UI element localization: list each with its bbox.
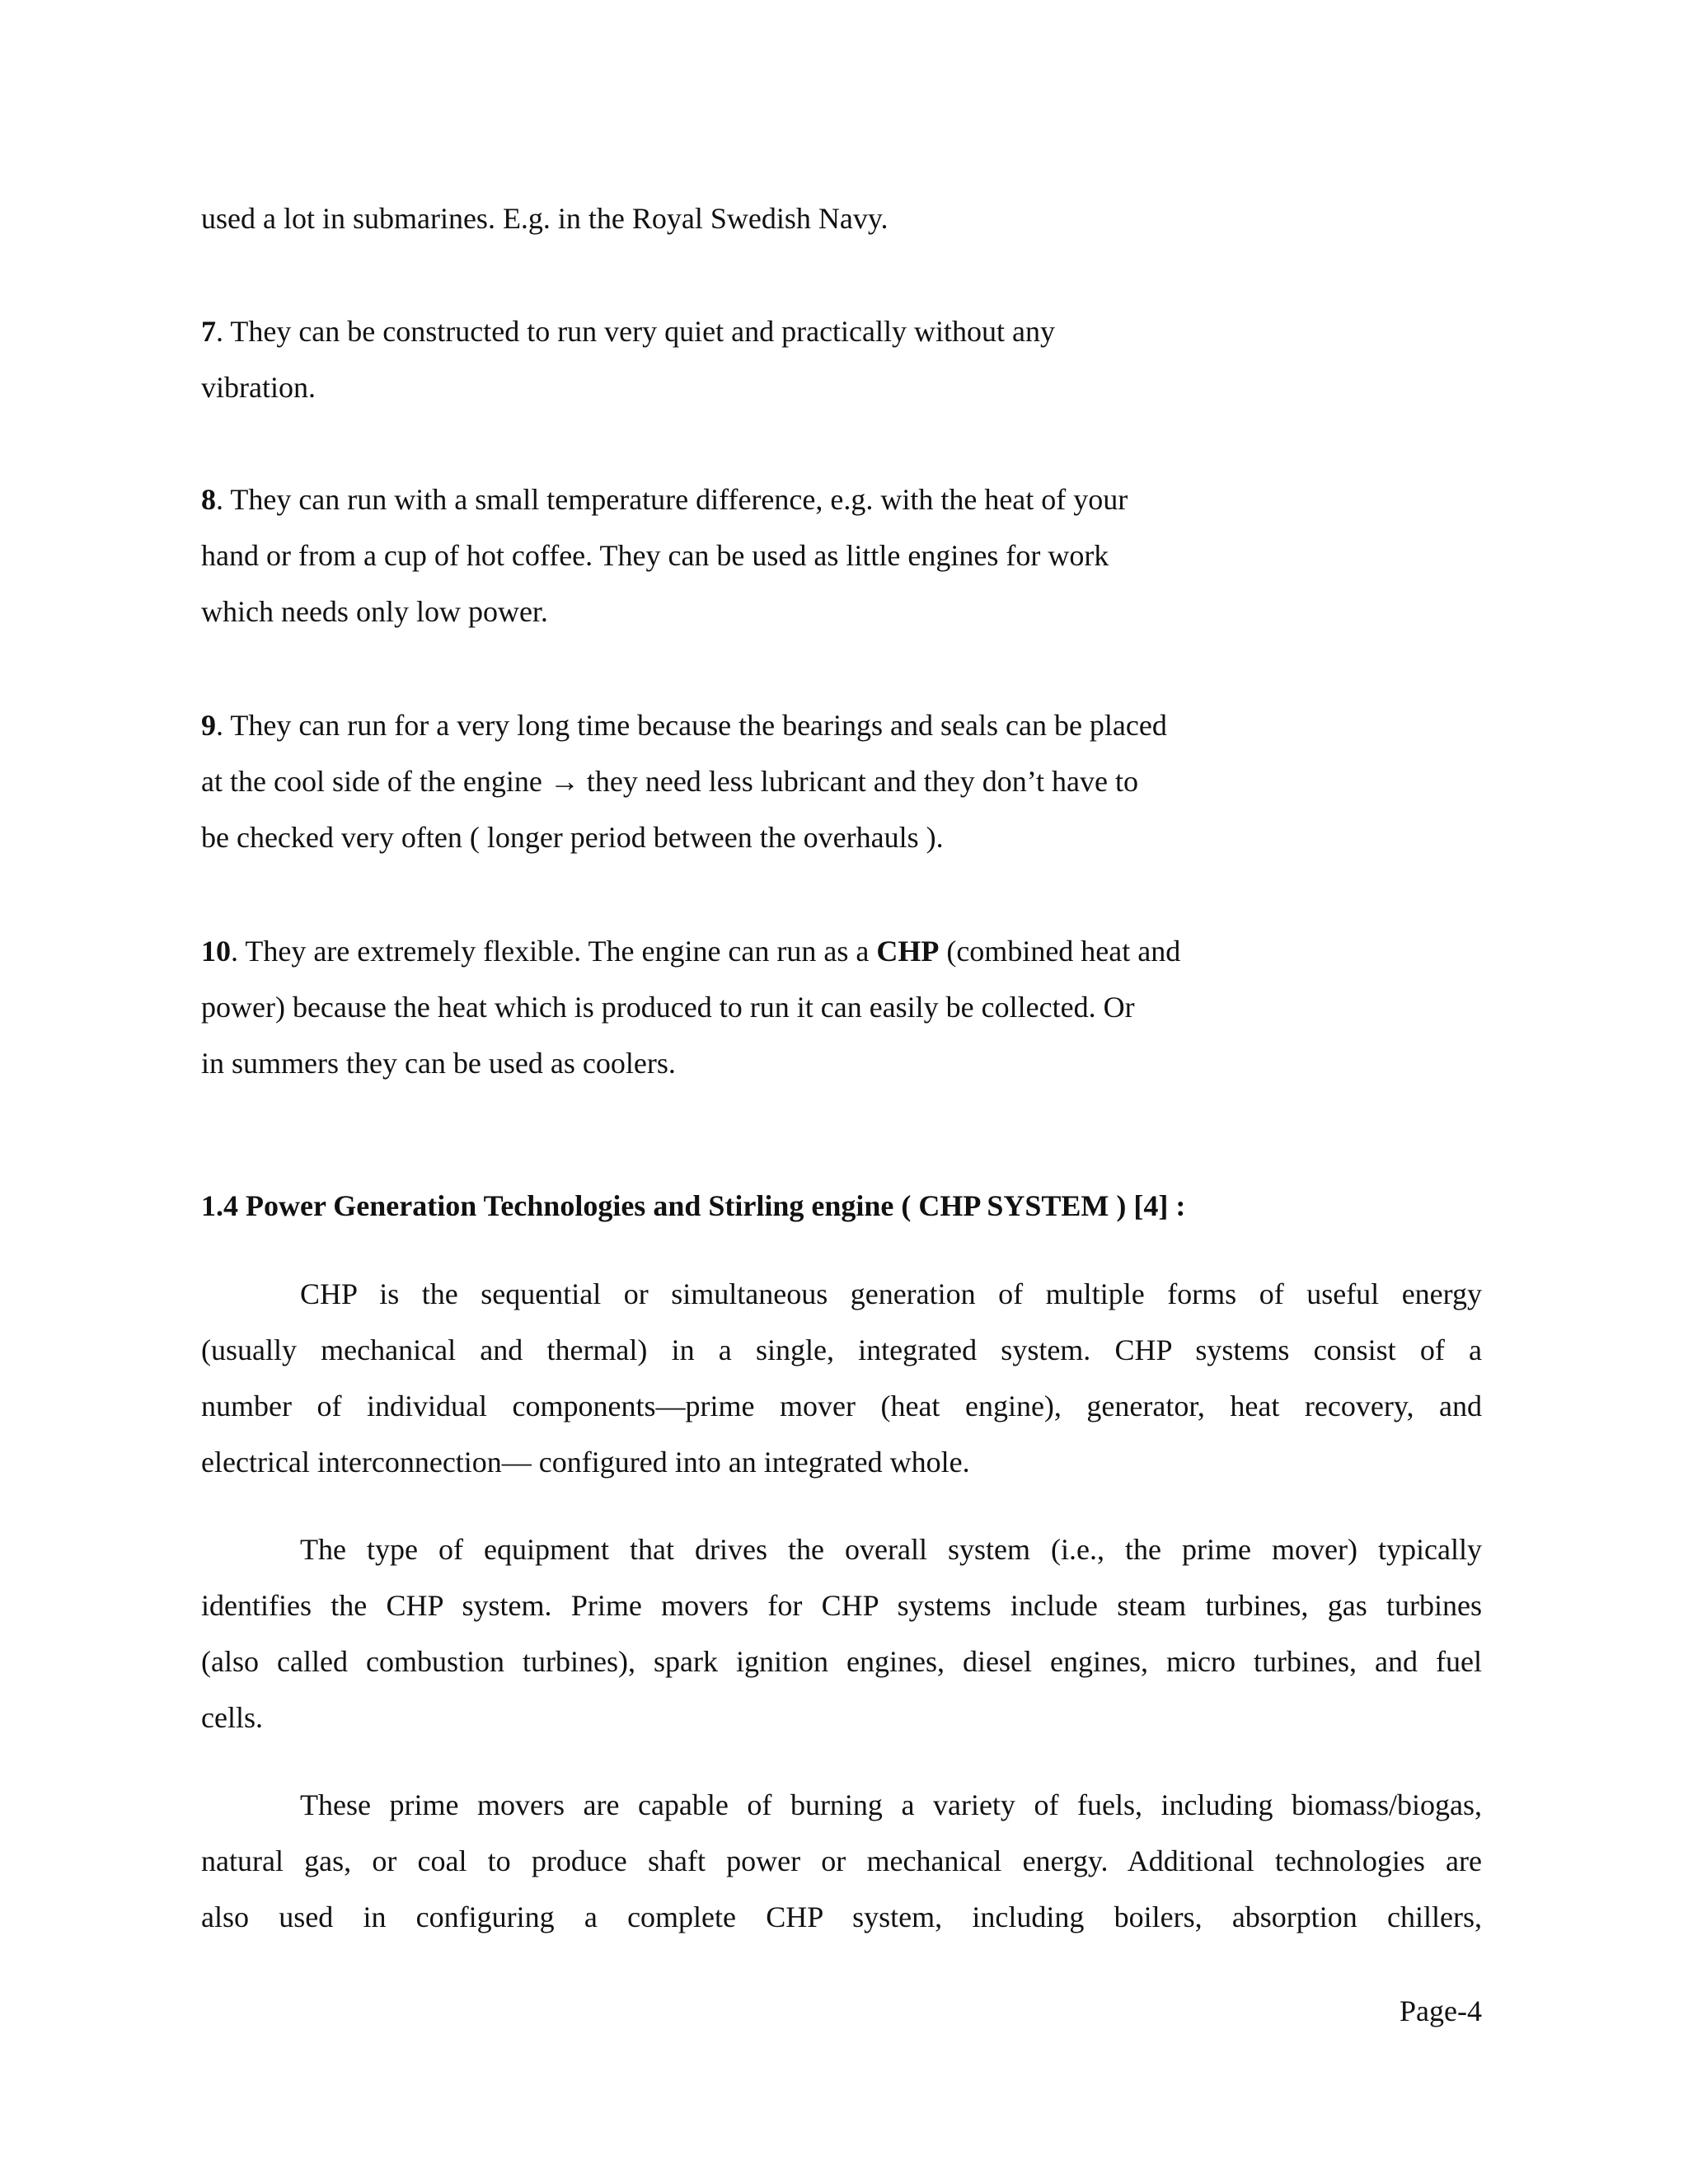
bold-term: CHP xyxy=(876,935,940,968)
line-text: which needs only low power. xyxy=(201,595,548,628)
paragraph-2-line-4: cells. xyxy=(201,1701,263,1734)
list-item-9-line-1 xyxy=(201,710,1167,740)
list-number: 9 xyxy=(201,709,216,742)
line-text: used a lot in submarines. E.g. in the Royal Swedish Navy. xyxy=(201,202,889,235)
list-item-8-line-2 xyxy=(201,541,1109,570)
list-item-10-line-1 xyxy=(201,936,1180,966)
line-text: at the cool side of the engine → they need less lubricant and they don’t have to xyxy=(201,765,1139,798)
text-line xyxy=(201,204,889,233)
list-item-10-line-3 xyxy=(201,1048,676,1078)
line-text: . They are extremely flexible. The engine can run as a xyxy=(231,935,877,968)
list-item-8-line-1 xyxy=(201,485,1128,514)
paragraph-1-line-2: (usually mechanical and thermal) in a single, integrated system. CHP systems consist of a xyxy=(201,1333,1482,1366)
paragraph-1-line-3: number of individual components—prime mover (heat engine), generator, heat recovery, and xyxy=(201,1390,1482,1422)
line-text: power) because the heat which is produced to run it can easily be collected. Or xyxy=(201,991,1135,1024)
list-item-9-line-2 xyxy=(201,766,1138,796)
paragraph-1-line-1: CHP is the sequential or simultaneous generation of multiple forms of useful energy xyxy=(300,1277,1482,1310)
list-item-7-line-2 xyxy=(201,373,316,402)
list-number: 7 xyxy=(201,315,216,348)
list-item-8-line-3 xyxy=(201,597,548,626)
line-text: hand or from a cup of hot coffee. They can be used as little engines for work xyxy=(201,539,1109,572)
page-number: Page-4 xyxy=(1400,1994,1482,2027)
list-number: 10 xyxy=(201,935,231,968)
paragraph-2-line-2: identifies the CHP system. Prime movers for CHP systems include steam turbines, gas turbines xyxy=(201,1589,1482,1622)
line-text: . They can be constructed to run very quiet and practically without any xyxy=(216,315,1056,348)
list-item-10-line-2 xyxy=(201,992,1135,1022)
paragraph-2-line-1: The type of equipment that drives the overall system (i.e., the prime mover) typically xyxy=(300,1533,1482,1566)
line-text: in summers they can be used as coolers. xyxy=(201,1047,676,1080)
paragraph-3-line-2: natural gas, or coal to produce shaft power or mechanical energy. Additional technologies are xyxy=(201,1844,1482,1877)
line-text: vibration. xyxy=(201,371,316,404)
list-item-9-line-3 xyxy=(201,823,944,852)
line-text: be checked very often ( longer period between the overhauls ). xyxy=(201,821,944,854)
line-text: . They can run for a very long time because the bearings and seals can be placed xyxy=(216,709,1167,742)
paragraph-1-line-4: electrical interconnection— configured into an integrated whole. xyxy=(201,1446,970,1479)
paragraph-3-line-3: also used in configuring a complete CHP system, including boilers, absorption chillers, xyxy=(201,1900,1482,1933)
list-number: 8 xyxy=(201,483,216,516)
section-heading: 1.4 Power Generation Technologies and Stirling engine ( CHP SYSTEM ) [4] : xyxy=(201,1189,1186,1222)
list-item-7-line-1 xyxy=(201,316,1055,346)
line-text: . They can run with a small temperature difference, e.g. with the heat of your xyxy=(216,483,1128,516)
paragraph-3-line-1: These prime movers are capable of burning a variety of fuels, including biomass/biogas, xyxy=(300,1788,1482,1821)
line-text: (combined heat and xyxy=(939,935,1181,968)
paragraph-2-line-3: (also called combustion turbines), spark ignition engines, diesel engines, micro turbines, and fuel xyxy=(201,1645,1482,1678)
